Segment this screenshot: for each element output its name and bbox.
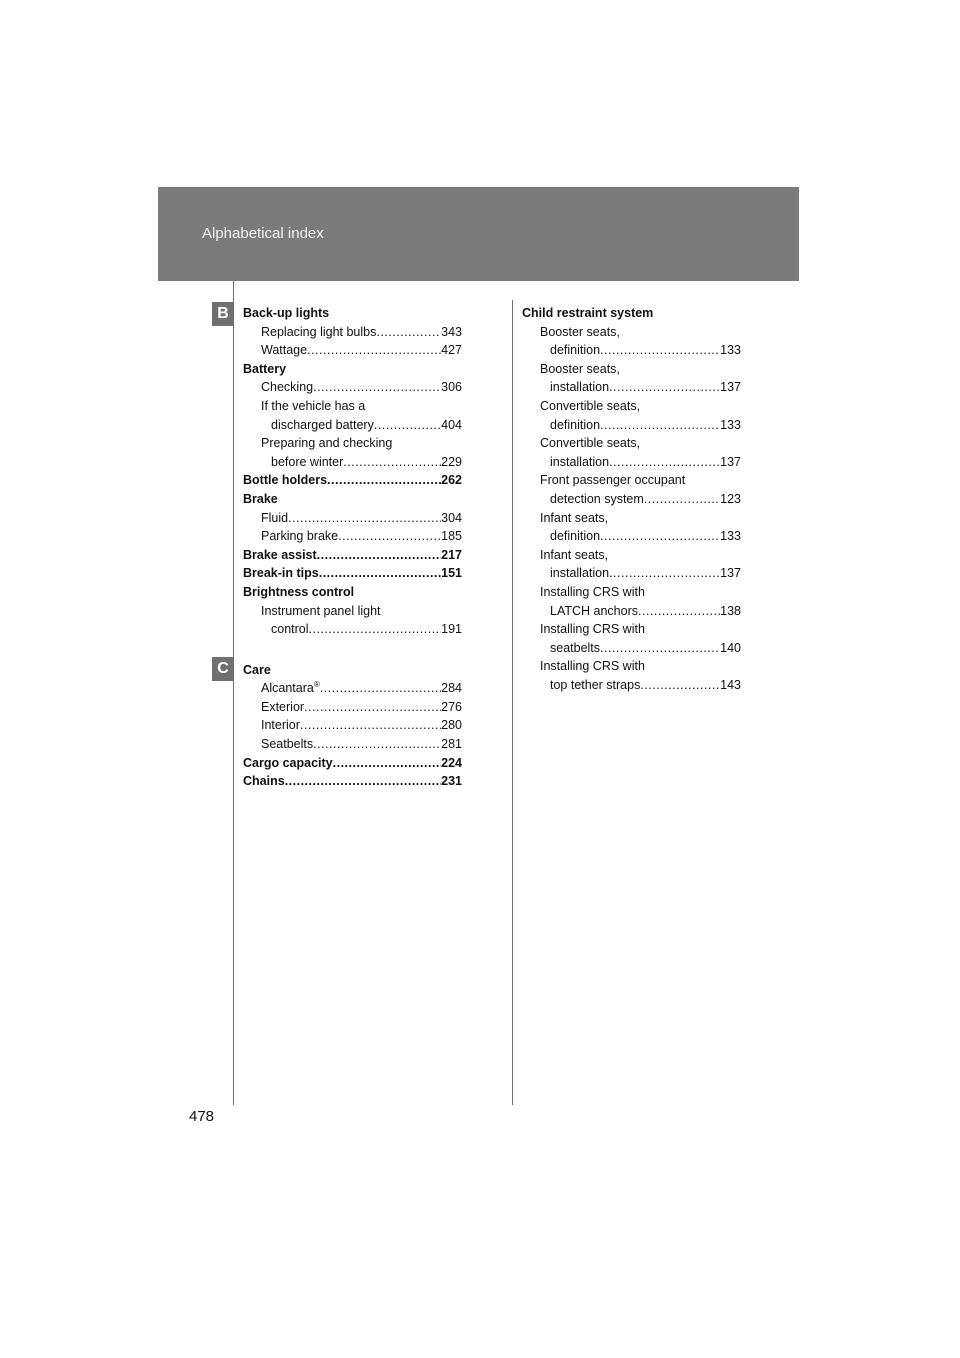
page-ref: 231 — [441, 774, 462, 789]
page-ref: 140 — [720, 640, 741, 655]
index-entry[interactable]: Interior ..... 280 — [243, 716, 462, 735]
index-entry-line: Booster seats, — [540, 324, 620, 339]
page-ref: 343 — [441, 324, 462, 339]
page-ref: 143 — [720, 677, 741, 692]
index-entry[interactable]: before winter ..... 229 — [243, 453, 462, 472]
index-entry[interactable]: detection system ..... 123 — [522, 490, 741, 509]
index-heading: Battery — [243, 361, 287, 376]
index-entry-line: Infant seats, — [540, 547, 609, 562]
page-ref: 185 — [441, 529, 462, 544]
index-heading: Back-up lights — [243, 306, 330, 320]
page-ref: 138 — [720, 603, 741, 618]
column-divider-line — [512, 300, 513, 1105]
index-entry[interactable]: Wattage ..... 427 — [243, 341, 462, 360]
index-column-left — [243, 304, 462, 791]
index-heading-entry[interactable]: Bottle holders ..... 262 — [243, 471, 462, 490]
index-entry-line: Convertible seats, — [540, 436, 641, 451]
index-heading: Brake — [243, 491, 278, 506]
index-entry[interactable]: top tether straps ..... 143 — [522, 676, 741, 695]
index-heading-entry[interactable]: Chains ..... 231 — [243, 772, 462, 791]
index-column-right — [522, 304, 741, 694]
index-entry[interactable]: control ..... 191 — [243, 620, 462, 639]
page-ref: 217 — [441, 547, 462, 562]
index-entry[interactable]: Replacing light bulbs ..... 343 — [243, 323, 462, 342]
index-entry-line: Booster seats, — [540, 361, 620, 376]
page-ref: 427 — [441, 343, 462, 358]
index-heading: Brightness control — [243, 584, 355, 599]
index-entry[interactable]: discharged battery ..... 404 — [243, 416, 462, 435]
index-entry[interactable]: seatbelts ..... 140 — [522, 639, 741, 658]
index-entry[interactable]: installation ..... 137 — [522, 453, 741, 472]
index-entry-line: If the vehicle has a — [261, 398, 366, 413]
page-ref: 191 — [441, 622, 462, 637]
index-entry[interactable]: installation ..... 137 — [522, 378, 741, 397]
index-heading: Care — [243, 662, 271, 677]
page-ref: 123 — [720, 491, 741, 506]
page-ref: 280 — [441, 718, 462, 733]
page-ref: 304 — [441, 510, 462, 525]
index-heading-entry[interactable]: Break-in tips ..... 151 — [243, 564, 462, 583]
header-band — [158, 187, 799, 281]
left-divider-line — [233, 281, 234, 1105]
index-entry[interactable]: Alcantara® ..... 284 — [243, 679, 462, 698]
page-ref: 284 — [441, 681, 462, 696]
page-ref: 262 — [441, 473, 462, 488]
index-heading-entry[interactable]: Brake assist ..... 217 — [243, 546, 462, 565]
index-entry[interactable]: installation ..... 137 — [522, 564, 741, 583]
index-entry[interactable]: Parking brake ..... 185 — [243, 527, 462, 546]
registered-mark: ® — [313, 680, 320, 690]
index-entry-line: Installing CRS with — [540, 659, 645, 674]
index-heading: Child restraint system — [522, 306, 654, 320]
index-entry[interactable]: Exterior ..... 276 — [243, 698, 462, 717]
index-entry[interactable]: definition ..... 133 — [522, 341, 741, 360]
page-ref: 137 — [720, 454, 741, 469]
page-ref: 151 — [441, 566, 462, 581]
index-entry[interactable]: Seatbelts ..... 281 — [243, 735, 462, 754]
page-ref: 281 — [441, 737, 462, 752]
index-entry[interactable]: Checking ..... 306 — [243, 378, 462, 397]
index-entry-line: Preparing and checking — [261, 436, 393, 451]
index-entry-line: Convertible seats, — [540, 398, 641, 413]
index-entry-line: Infant seats, — [540, 510, 609, 525]
index-entry-line: Installing CRS with — [540, 622, 645, 637]
index-entry[interactable]: definition ..... 133 — [522, 527, 741, 546]
section-title: Alphabetical index — [202, 225, 324, 242]
page-ref: 133 — [720, 417, 741, 432]
page-ref: 133 — [720, 343, 741, 358]
index-heading-entry[interactable]: Cargo capacity ..... 224 — [243, 754, 462, 773]
page-ref: 306 — [441, 380, 462, 395]
page-ref: 276 — [441, 699, 462, 714]
index-entry-line: Instrument panel light — [261, 603, 381, 618]
page-ref: 137 — [720, 566, 741, 581]
page-ref: 229 — [441, 454, 462, 469]
letter-tab-b[interactable]: B — [212, 302, 234, 326]
section-gap — [243, 639, 462, 661]
page-ref: 404 — [441, 417, 462, 432]
index-entry-line: Front passenger occupant — [540, 473, 686, 488]
page-ref: 137 — [720, 380, 741, 395]
index-entry[interactable]: Fluid ..... 304 — [243, 509, 462, 528]
page-ref: 224 — [441, 755, 462, 770]
page-number: 478 — [189, 1108, 215, 1125]
letter-tab-c[interactable]: C — [212, 657, 234, 681]
page-ref: 133 — [720, 529, 741, 544]
index-entry-line: Installing CRS with — [540, 584, 645, 599]
index-entry[interactable]: LATCH anchors ..... 138 — [522, 602, 741, 621]
index-entry[interactable]: definition ..... 133 — [522, 416, 741, 435]
